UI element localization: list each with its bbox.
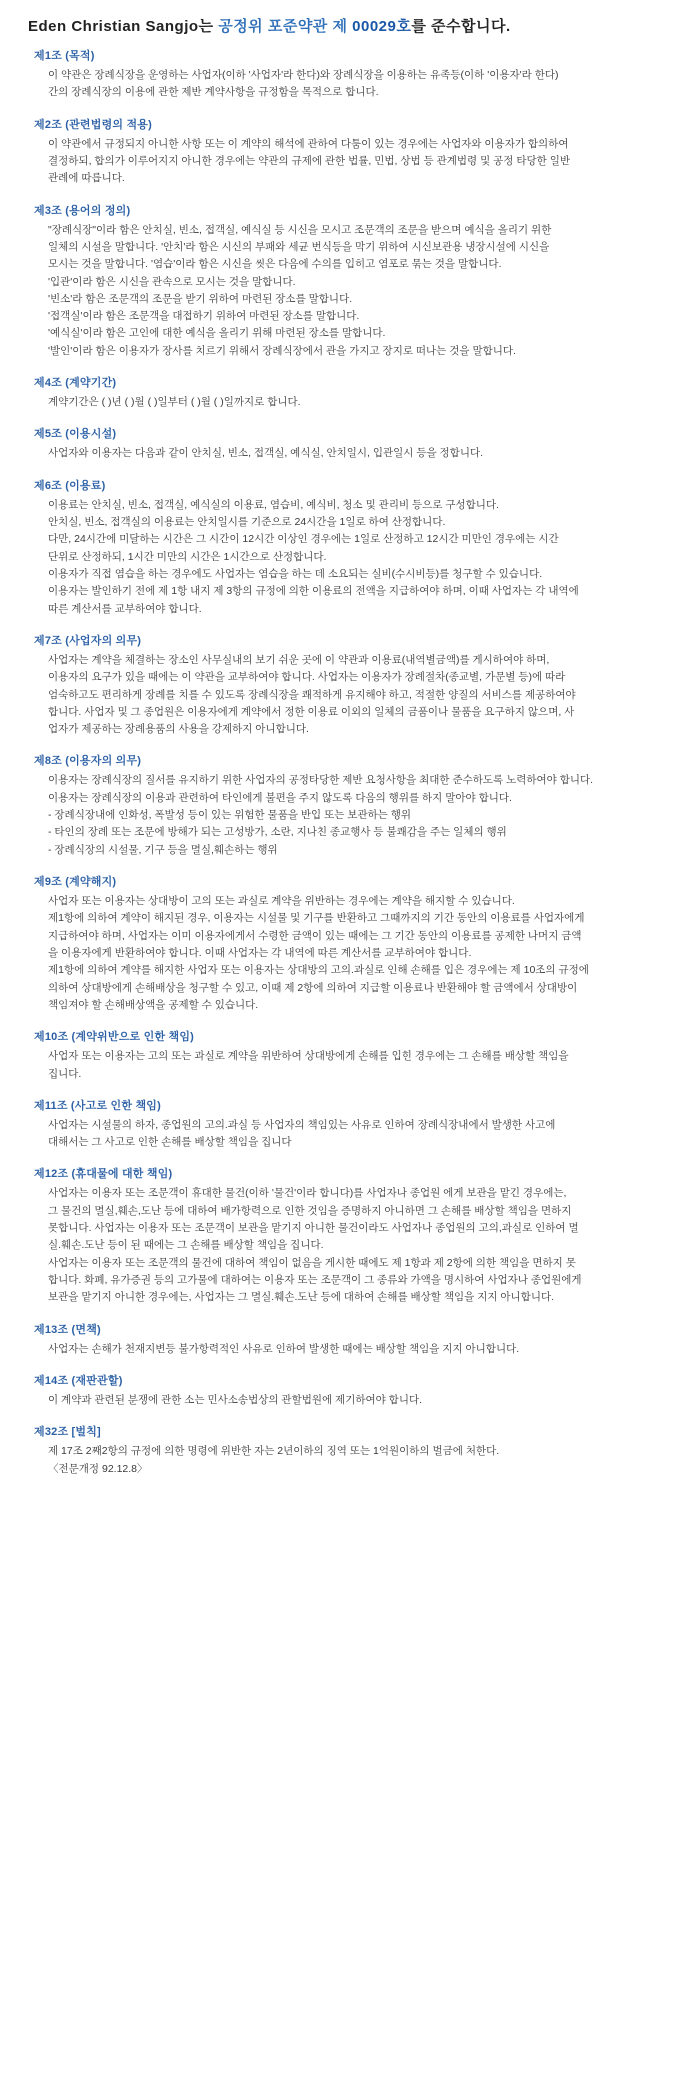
article-title: 제8조 (이용자의 의무) [34, 755, 142, 768]
article-list [24, 47, 676, 1478]
article-line: 안치실, 빈소, 접객실의 이용료는 안치일시를 기준으로 24시간을 1일로 하여 산정합니다. [48, 516, 446, 528]
article-body [48, 652, 676, 739]
article-section [24, 1372, 676, 1409]
article-line: 이 계약과 관련된 분쟁에 관한 소는 민사소송법상의 관할법원에 제기하여야 합니다. [48, 1393, 423, 1406]
article-line: 지급하여야 하며, 사업자는 이미 이용자에게서 수령한 금액이 있는 때에는 그 기간 동안의 이용료를 공제한 나머지 금액 [48, 929, 582, 942]
article-line: - 장례식장내에 인화성, 폭발성 등이 있는 위험한 물품을 반입 또는 보관하는 행위 [48, 809, 412, 822]
article-line: 사업자는 계약을 체결하는 장소인 사무실내의 보기 쉬운 곳에 이 약관과 이용료(내역별금액)를 게시하여야 하며, [48, 653, 550, 666]
article-line: '입관'이라 함은 시신을 관속으로 모시는 것을 말합니다. [48, 275, 296, 288]
article-line: 〈전문개정 92.12.8〉 [48, 1462, 148, 1475]
page-title-suffix: 를 준수합니다. [411, 18, 511, 35]
article-line: 의하여 상대방에게 손해배상을 청구할 수 있고, 이때 제 2항에 의하여 지급할 이용료나 반환해야 할 금액에서 상대방이 [48, 981, 578, 994]
article-line: - 장례식장의 시설물, 기구 등을 멸실,훼손하는 행위 [48, 843, 278, 856]
article-line: 다만, 24시간에 미달하는 시간은 그 시간이 12시간 이상인 경우에는 1일로 산정하고 12시간 미만인 경우에는 시간 [48, 533, 559, 546]
article-section [24, 425, 676, 462]
article-section [24, 752, 676, 859]
article-section [24, 1028, 676, 1083]
page-title-standard: 공정위 포준약관 제 [218, 18, 348, 35]
page-title-company: Eden Christian Sangjo [28, 18, 199, 35]
article-line: 보관을 맡기지 아니한 경우에는, 사업자는 그 멸실.훼손.도난 등에 대하여 손해를 배상할 책임을 지지 아니합니다. [48, 1291, 555, 1304]
article-body [48, 772, 676, 859]
article-line: 계약기간은 ( )년 ( )월 ( )일부터 ( )월 ( )일까지로 합니다. [48, 396, 301, 409]
article-line: 엄숙하고도 편리하게 장례를 치를 수 있도록 장례식장을 쾌적하게 유지해야 하고, 적절한 양질의 서비스를 제공하여야 [48, 688, 576, 701]
article-body [48, 1443, 676, 1478]
article-line: 사업자 또는 이용자는 고의 또는 과실로 계약을 위반하여 상대방에게 손해를 입힌 경우에는 그 손해를 배상할 책임을 [48, 1050, 569, 1063]
article-line: 이용료는 안치실, 빈소, 접객실, 예식실의 이용료, 염습비, 예식비, 청소 및 관리비 등으로 구성합니다. [48, 498, 500, 511]
article-body [48, 1117, 676, 1152]
article-body [48, 136, 676, 188]
article-section [24, 47, 676, 102]
article-line: 사업자는 시설물의 하자, 종업원의 고의.과실 등 사업자의 책임있는 사유로 인하여 장례식장내에서 발생한 사고에 [48, 1118, 556, 1131]
article-title: 제4조 (계약기간) [34, 377, 117, 390]
article-line: 사업자는 이용자 또는 조문객이 휴대한 물건(이하 '물건'이라 합니다)를 사업자나 종업원 에게 보관을 맡긴 경우에는, [48, 1187, 567, 1200]
article-section [24, 632, 676, 739]
article-title: 제2조 (관련법령의 적용) [34, 118, 152, 131]
article-body [48, 893, 676, 1014]
article-line: 못합니다. 사업자는 이용자 또는 조문객이 보관을 맡기지 아니한 물건이라도 사업자나 종업원의 고의,과실로 인하여 멸 [48, 1222, 579, 1235]
article-line: 책임져야 할 손해배상액을 공제할 수 있습니다. [48, 998, 259, 1011]
article-line: '빈소'라 함은 조문객의 조문을 받기 위하여 마련된 장소를 말합니다. [48, 292, 353, 305]
article-line: 사업자와 이용자는 다음과 같이 안치실, 빈소, 접객실, 예식실, 안치일시, 입관일시 등을 정합니다. [48, 447, 484, 460]
article-line: 사업자는 손해가 천재지변등 불가항력적인 사유로 인하여 발생한 때에는 배상할 책임을 지지 아니합니다. [48, 1342, 520, 1355]
article-line: '접객실'이라 함은 조문객을 대접하기 위하여 마련된 장소를 말합니다. [48, 310, 360, 323]
article-line: '발인'이라 함은 이용자가 장사를 치르기 위해서 장례식장에서 관을 가지고 장지로 떠나는 것을 말합니다. [48, 344, 516, 357]
article-body [48, 1392, 676, 1409]
article-line: 그 물건의 멸실,훼손,도난 등에 대하여 배가항력으로 인한 것임을 증명하지 아니하면 그 손해를 배상할 책임을 면하지 [48, 1204, 572, 1217]
article-line: "장례식장"이라 함은 안치실, 빈소, 접객실, 예식실 등 시신을 모시고 조문객의 조문을 받으며 예식을 올리기 위한 [48, 223, 552, 236]
article-line: 이용자는 장례식장의 이용과 관련하여 타인에게 불편을 주지 않도록 다음의 행위를 하지 말아야 합니다. [48, 791, 512, 804]
article-line: 제1항에 의하여 계약를 해지한 사업자 또는 이용자는 상대방의 고의.과실로 인해 손해를 입은 경우에는 제 10조의 규정에 [48, 964, 589, 977]
article-title: 제11조 (사고로 인한 책임) [34, 1099, 161, 1112]
article-line: 합니다. 사업자 및 그 종업원은 이용자에게 계약에서 정한 이용료 이외의 일체의 금품이나 물품을 요구하지 않으며, 사 [48, 705, 575, 718]
article-line: 이 약관에서 규정되지 아니한 사항 또는 이 계약의 해석에 관하여 다툼이 있는 경우에는 사업자와 이용자가 합의하여 [48, 137, 569, 150]
article-line: 업자가 제공하는 장례용품의 사용을 강제하지 아니합니다. [48, 723, 309, 736]
article-line: 관례에 따릅니다. [48, 172, 125, 185]
article-line: 이용자는 발인하기 전에 제 1항 내지 제 3항의 규정에 의한 이용료의 전액을 지급하여야 하며, 이때 사업자는 각 내역에 [48, 585, 579, 598]
article-line: 결정하되, 합의가 이루어지지 아니한 경우에는 약관의 규제에 관한 법률, 민법, 상법 등 관계법령 및 공정 타당한 일반 [48, 154, 571, 167]
article-section [24, 1165, 676, 1306]
article-line: 합니다. 화폐, 유가증권 등의 고가물에 대하여는 이용자 또는 조문객이 그 종류와 가액을 명시하여 사업자나 종업원에게 [48, 1274, 582, 1286]
article-body [48, 222, 676, 361]
article-section [24, 202, 676, 361]
article-line: 대해서는 그 사고로 인한 손해를 배상할 책임을 집니다 [48, 1136, 292, 1149]
article-section [24, 477, 676, 618]
article-section [24, 1097, 676, 1152]
page-title-code: 00029호 [352, 18, 412, 35]
article-body [48, 67, 676, 102]
article-body [48, 394, 676, 411]
article-body [48, 497, 676, 618]
article-line: 이용자가 직접 염습을 하는 경우에도 사업자는 염습을 하는 데 소요되는 실비(수시비등)를 청구할 수 있습니다. [48, 567, 543, 580]
article-line: 실.훼손.도난 등이 된 때에는 그 손해를 배상할 책임을 집니다. [48, 1239, 324, 1252]
article-title: 제7조 (사업자의 의무) [34, 634, 142, 647]
article-line: 일체의 시설을 말합니다. '안치'라 함은 시신의 부패와 세균 번식등을 막기 위하여 시신보관용 냉장시설에 시신을 [48, 240, 550, 253]
article-line: 사업자 또는 이용자는 상대방이 고의 또는 과실로 계약을 위반하는 경우에는 계약을 해지할 수 있습니다. [48, 895, 515, 907]
article-line: 사업자는 이용자 또는 조문객의 물건에 대하여 책임이 없음을 게시한 때에도 제 1항과 제 2항에 의한 책임을 면하지 못 [48, 1256, 576, 1269]
article-section [24, 374, 676, 411]
article-line: 간의 장례식장의 이용에 관한 제반 계약사항을 규정함을 목적으로 합니다. [48, 86, 379, 99]
article-line: 모시는 것을 말합니다. '염습'이라 함은 시신을 씻은 다음에 수의를 입히고 염포로 묶는 것을 말합니다. [48, 258, 502, 271]
article-title: 제32조 [벌칙] [34, 1426, 101, 1439]
article-section [24, 116, 676, 188]
article-title: 제13조 (면책) [34, 1323, 101, 1336]
article-section [24, 1321, 676, 1358]
article-title: 제1조 (목적) [34, 50, 95, 62]
article-line: 이용자는 장례식장의 질서를 유지하기 위한 사업자의 공정타당한 제반 요청사항을 최대한 준수하도록 노력하여야 합니다. [48, 774, 594, 787]
article-body [48, 1341, 676, 1358]
article-line: 을 이용자에게 반환하여야 합니다. 이때 사업자는 각 내역에 따른 계산서를 교부하여야 합니다. [48, 946, 472, 959]
article-body [48, 1185, 676, 1306]
article-title: 제5조 (이용시설) [34, 428, 117, 441]
article-body [48, 445, 676, 462]
article-section [24, 1423, 676, 1478]
article-line: 이 약관은 장례식장을 운영하는 사업자(이하 '사업자'라 한다)와 장례식장을 이용하는 유족등(이하 '이용자'라 한다) [48, 69, 559, 81]
article-line: 제1항에 의하여 계약이 해지된 경우, 이용자는 시설물 및 기구를 반환하고 그때까지의 기간 동안의 이용료를 사업자에게 [48, 912, 585, 925]
article-line: 집니다. [48, 1067, 82, 1080]
article-line: 이용자의 요구가 있을 때에는 이 약관을 교부하여야 합니다. 사업자는 이용자가 장례절차(종교별, 가문별 등)에 따라 [48, 671, 566, 684]
article-line: 단위로 산정하되, 1시간 미만의 시간은 1시간으로 산정합니다. [48, 550, 327, 563]
page-title-particle: 는 [198, 18, 219, 35]
article-title: 제12조 (휴대물에 대한 책임) [34, 1168, 173, 1181]
article-title: 제14조 (재판관할) [34, 1374, 123, 1387]
article-title: 제3조 (용어의 정의) [34, 204, 131, 217]
article-body [48, 1048, 676, 1083]
article-line: 제 17조 2째2항의 규정에 의한 명령에 위반한 자는 2년이하의 징역 또는 1억원이하의 벌금에 처한다. [48, 1445, 500, 1458]
article-title: 제9조 (계약해지) [34, 876, 117, 888]
page-title [24, 10, 676, 47]
article-title: 제6조 (이용료) [34, 479, 106, 492]
article-section [24, 873, 676, 1014]
article-line: '예식실'이라 함은 고인에 대한 예식을 올리기 위해 마련된 장소를 말합니다. [48, 327, 386, 340]
article-line: - 타인의 장례 또는 조문에 방해가 되는 고성방가, 소란, 지나친 종교행사 등 불쾌감을 주는 일체의 행위 [48, 826, 507, 839]
article-title: 제10조 (계약위반으로 인한 책임) [34, 1031, 195, 1044]
article-line: 따른 계산서를 교부하여야 합니다. [48, 602, 202, 615]
